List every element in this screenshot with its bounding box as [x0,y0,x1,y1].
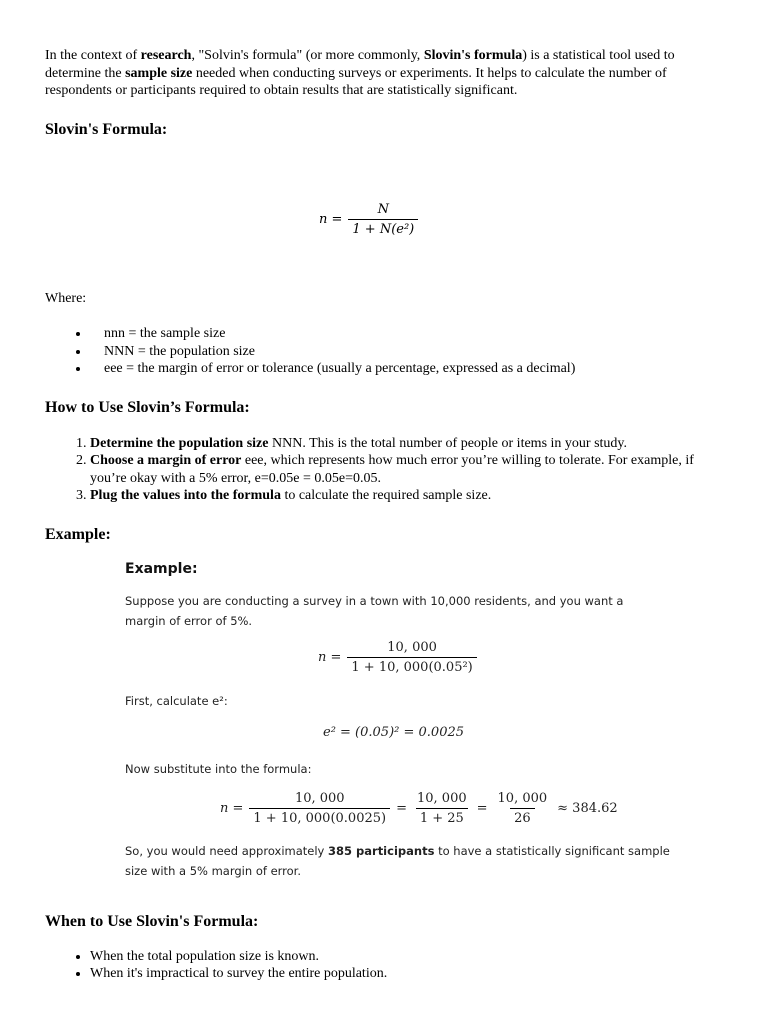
list-item [90,452,725,487]
example-image [123,561,683,891]
eq1-lhs: n = [318,649,342,665]
formula-fraction [348,202,418,237]
example-equation-1 [318,640,477,675]
eq1-fraction [347,640,476,675]
eq3-f3-denominator: 26 [510,808,535,826]
when-list [45,948,725,983]
eq3-f2-numerator: 10, 000 [417,790,467,806]
intro-text: In the context of [45,48,141,63]
conclusion-text: So, you would need approximately [125,843,329,858]
slovin-formula [319,202,418,237]
eq3-approx-result: ≈ 384.62 [557,800,618,816]
intro-bold-sample-size: sample size [125,65,193,81]
list-item [90,435,725,453]
variable-list [45,325,725,378]
step-bold: Determine the population size [90,435,269,451]
intro-text: , "Solvin's formula" (or more commonly, [191,48,424,63]
eq3-equals: = [396,800,407,816]
intro-text: needed when conducting surveys or experiments. It helps to calculate the number of respondents or participants required to obtain results that are statistically significant. [45,65,667,98]
when-heading: When to Use Slovin's Formula: [45,912,259,930]
eq3-equals: = [476,800,488,816]
example-equation-3 [220,791,618,826]
eq3-fraction-2 [413,791,471,826]
list-item: • NNN = the population size [90,343,725,361]
eq1-numerator: 10, 000 [387,639,437,655]
example-intro-text: Suppose you are conducting a survey in a town with 10,000 residents, and you want a margin of error of 5%. [125,593,624,628]
intro-paragraph [45,47,725,100]
example-first-step: First, calculate e²: [125,693,228,708]
eq3-f1-denominator: 1 + 10, 000(0.0025) [249,808,390,826]
list-item: • nnn = the sample size [90,325,725,343]
formula-block [45,140,725,290]
example-equation-2: e² = (0.05)² = 0.0025 [323,724,465,740]
list-item: • When it's impractical to survey the entire population. [90,965,725,983]
eq1-denominator: 1 + 10, 000(0.05²) [347,657,476,675]
formula-numerator: N [377,201,390,217]
conclusion-bold: 385 participants [328,843,435,858]
example-image-title: Example: [125,560,198,577]
conclusion-text: to have a statistically significant sample size with a 5% margin of error. [125,843,670,878]
formula-denominator: 1 + N(e²) [348,219,418,237]
step-text: to calculate the required sample size. [280,488,492,503]
example-substitute-text: Now substitute into the formula: [125,761,312,776]
eq3-lhs: n = [220,800,244,816]
eq3-fraction-3 [494,791,552,826]
eq3-f2-denominator: 1 + 25 [416,808,468,826]
eq3-f3-numerator: 10, 000 [497,790,548,806]
step-text: eee, which represents how much error you’re willing to tolerate. For example, if you’re okay with a 5% error, e=0.05e = 0.05e=0.05. [90,453,694,486]
step-bold: Choose a margin of error [90,453,242,468]
example-conclusion [125,841,670,881]
list-item [90,487,725,505]
document-body [45,47,725,983]
formula-heading: Slovin's Formula: [45,120,168,138]
intro-text: ) is a statistical tool used to determine the [45,48,675,81]
step-text: NNN. This is the total number of people or items in your study. [268,435,627,451]
eq3-f1-numerator: 10, 000 [294,790,345,806]
where-label: Where: [45,290,87,306]
intro-bold-research: research [140,48,192,63]
list-item: • eee = the margin of error or tolerance (usually a percentage, expressed as a decimal) [90,360,725,378]
steps-list [45,435,725,505]
eq3-fraction-1 [249,791,390,826]
step-bold: Plug the values into the formula [90,488,281,503]
example-heading: Example: [45,525,111,543]
formula-lhs: n = [319,211,343,227]
list-item: • When the total population size is known. [90,948,725,966]
intro-bold-slovins: Slovin's formula [423,48,523,63]
howto-heading: How to Use Slovin’s Formula: [45,398,250,416]
